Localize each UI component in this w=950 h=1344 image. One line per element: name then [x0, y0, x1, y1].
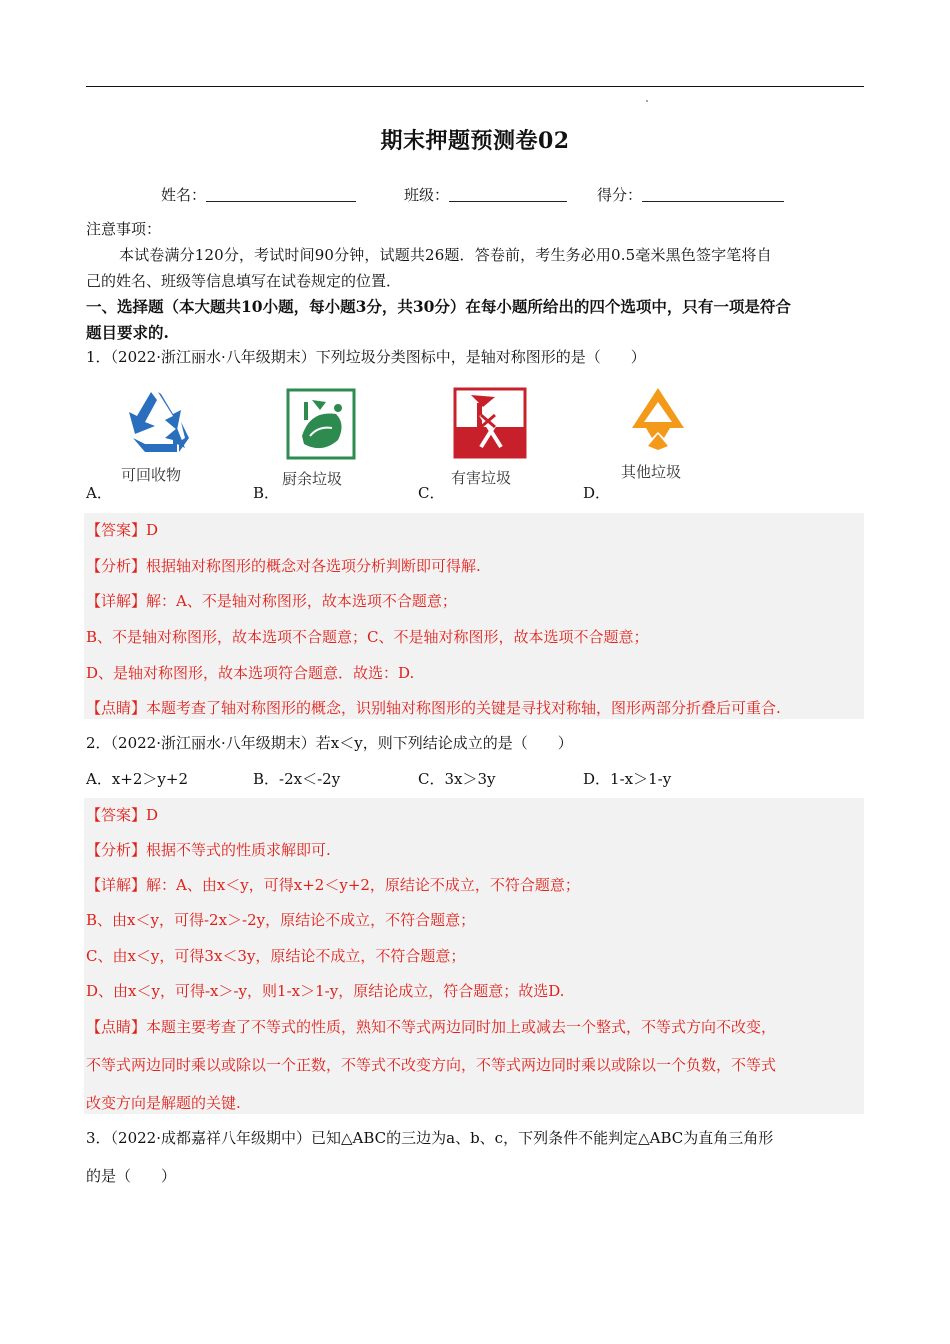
q2-answer-box: [84, 798, 864, 1114]
kitchen-waste-caption: 厨余垃圾: [282, 470, 343, 488]
q1-option-d-letter: D．: [583, 484, 611, 502]
q1-detail-2: B、不是轴对称图形，故本选项不合题意；C、不是轴对称图形，故本选项不合题意；: [86, 628, 649, 646]
q1-detail-1: 【详解】解：A、不是轴对称图形，故本选项不合题意；: [86, 592, 457, 610]
q2-comment-2: 不等式两边同时乘以或除以一个正数，不等式不改变方向，不等式两边同时乘以或除以一个负数，不等式: [86, 1056, 777, 1074]
q1-detail-3: D、是轴对称图形，故本选项符合题意．故选：D.: [86, 664, 415, 682]
score-field[interactable]: [597, 184, 784, 205]
q1-comment: 【点睛】本题考查了轴对称图形的概念，识别轴对称图形的关键是寻找对称轴，图形两部分折叠后可重合.: [86, 699, 781, 717]
other-waste-icon: [618, 384, 704, 488]
q1-stem: 1．（2022·浙江丽水·八年级期末）下列垃圾分类图标中，是轴对称图形的是（ ）: [86, 348, 646, 366]
q1-answer-box: [84, 513, 864, 719]
class-field[interactable]: [404, 184, 567, 205]
page-title: 期末押题预测卷02: [380, 128, 570, 154]
section-heading-line-2: 题目要求的.: [86, 323, 169, 342]
q1-option-c-letter: C．: [418, 484, 445, 502]
header-dot: [646, 100, 648, 102]
q2-detail-2: B、由x＜y，可得-2x＞-2y，原结论不成立，不符合题意；: [86, 911, 476, 929]
recycle-caption: 可回收物: [121, 466, 182, 484]
q3-stem-1: 3．（2022·成都嘉祥八年级期中）已知△ABC的三边为a、b、c，下列条件不能判定△ABC为直角三角形: [86, 1129, 774, 1147]
q2-detail-4: D、由x＜y，可得-x＞-y，则1-x＞1-y，原结论成立，符合题意；故选D.: [86, 982, 565, 1000]
name-blank[interactable]: [206, 187, 356, 202]
hazardous-waste-caption: 有害垃圾: [451, 469, 512, 487]
score-label: 得分：: [597, 186, 643, 204]
header-rule: [86, 86, 864, 87]
notice-heading: 注意事项：: [86, 220, 162, 238]
q1-answer: 【答案】D: [86, 521, 159, 539]
q1-option-a-letter: A．: [86, 484, 112, 502]
q2-option-a: A．x+2＞y+2: [86, 770, 188, 788]
q1-analysis: 【分析】根据轴对称图形的概念对各选项分析判断即可得解.: [86, 557, 481, 575]
q2-option-d: D．1-x＞1-y: [583, 770, 672, 788]
q2-detail-1: 【详解】解：A、由x＜y，可得x+2＜y+2，原结论不成立，不符合题意；: [86, 876, 580, 894]
class-label: 班级：: [404, 186, 450, 204]
q2-analysis: 【分析】根据不等式的性质求解即可.: [86, 841, 331, 859]
q3-stem-2: 的是（ ）: [86, 1167, 177, 1185]
q1-option-b-letter: B．: [253, 484, 280, 502]
kitchen-waste-icon: [282, 388, 368, 492]
q2-answer: 【答案】D: [86, 806, 159, 824]
name-field[interactable]: [161, 184, 356, 205]
notice-line-2: 己的姓名、班级等信息填写在试卷规定的位置．: [86, 272, 402, 290]
hazardous-waste-icon: [449, 387, 535, 491]
recycle-icon: [115, 386, 201, 490]
section-heading-line-1: 一、选择题（本大题共10小题，每小题3分，共30分）在每小题所给出的四个选项中，只有一项是符合: [86, 297, 791, 316]
q2-option-c: C．3x＞3y: [418, 770, 496, 788]
q2-stem: 2．（2022·浙江丽水·八年级期末）若x＜y，则下列结论成立的是（ ）: [86, 734, 573, 752]
student-info-row: [0, 184, 950, 206]
q2-detail-3: C、由x＜y，可得3x＜3y，原结论不成立，不符合题意；: [86, 947, 466, 965]
other-waste-caption: 其他垃圾: [621, 463, 682, 481]
q2-comment-3: 改变方向是解题的关键.: [86, 1094, 241, 1112]
notice-line-1: 本试卷满分120分，考试时间90分钟，试题共26题．答卷前，考生务必用0.5毫米黑色签字笔将自: [119, 246, 772, 264]
q2-option-b: B．-2x＜-2y: [253, 770, 341, 788]
score-blank[interactable]: [642, 187, 784, 202]
q2-comment-1: 【点睛】本题主要考查了不等式的性质，熟知不等式两边同时加上或减去一个整式，不等式方向不改变，: [86, 1018, 777, 1036]
name-label: 姓名：: [161, 186, 207, 204]
class-blank[interactable]: [449, 187, 567, 202]
